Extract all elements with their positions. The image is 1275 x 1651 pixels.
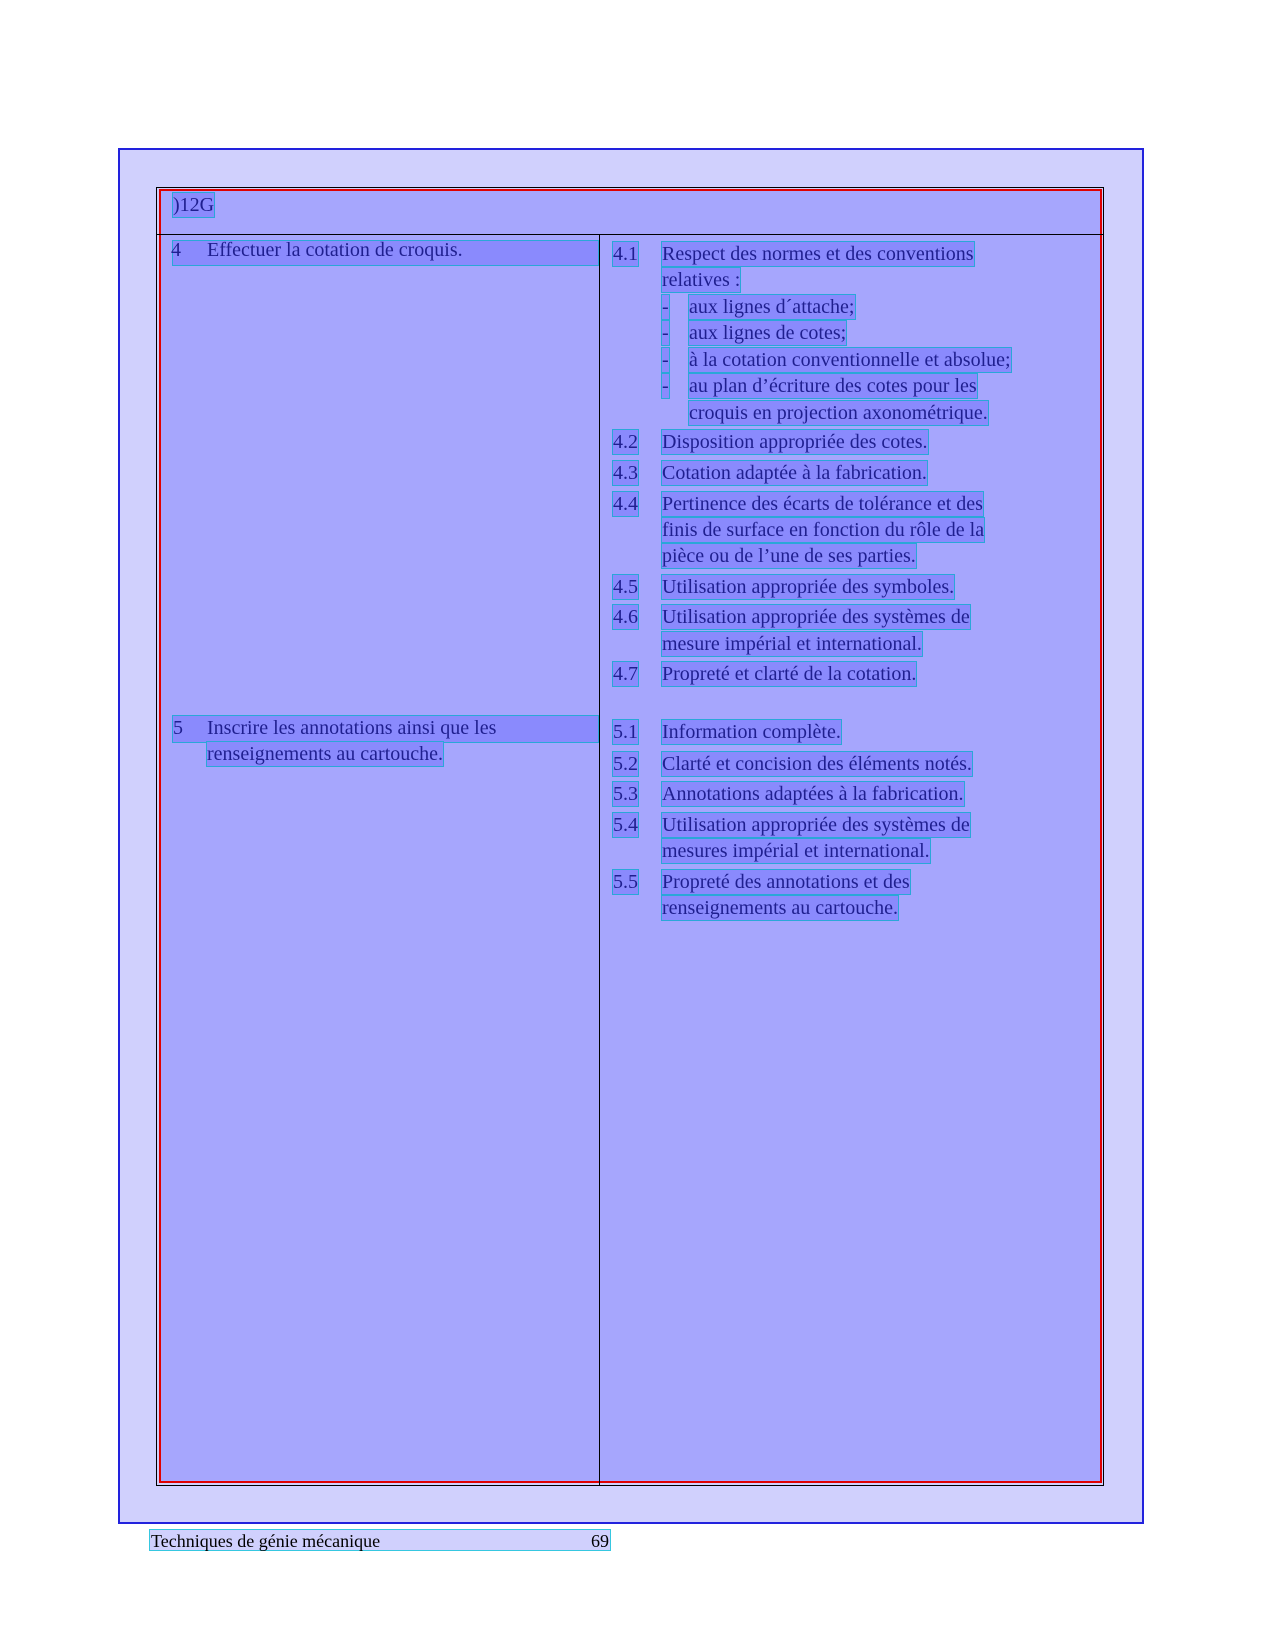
criterion-5-3-number: 5.3: [613, 783, 638, 805]
criterion-4-4-number: 4.4: [613, 493, 638, 515]
element-5-text-line-1: Inscrire les annotations ainsi que les: [207, 717, 497, 739]
criterion-5-1-number: 5.1: [613, 721, 638, 743]
criterion-4-7-number: 4.7: [613, 663, 638, 685]
footer-title: Techniques de génie mécanique: [151, 1531, 381, 1551]
criterion-5-2-number: 5.2: [613, 753, 638, 775]
bullet-2-text: aux lignes de cotes;: [689, 322, 847, 344]
criterion-4-6-line-2: mesure impérial et international.: [662, 633, 922, 655]
bullet-2-dash: -: [662, 322, 669, 344]
bullet-4-text-line-1: au plan d’écriture des cotes pour les: [689, 375, 977, 397]
criterion-5-4-line-2: mesures impérial et international.: [662, 840, 930, 862]
bullet-4-text-line-2: croquis en projection axonométrique.: [689, 402, 988, 424]
criterion-4-1-number: 4.1: [613, 243, 638, 265]
page-number: 69: [591, 1531, 609, 1551]
criterion-4-2-text: Disposition appropriée des cotes.: [662, 431, 928, 453]
criterion-4-6-number: 4.6: [613, 606, 638, 628]
criterion-5-2-text: Clarté et concision des éléments notés.: [662, 753, 972, 775]
criterion-4-5-number: 4.5: [613, 576, 638, 598]
bullet-1-text: aux lignes d´attache;: [689, 296, 855, 318]
element-5-number: 5: [173, 717, 183, 739]
criterion-4-3-number: 4.3: [613, 462, 638, 484]
criterion-5-5-number: 5.5: [613, 871, 638, 893]
criterion-4-5-text: Utilisation appropriée des symboles.: [662, 576, 955, 598]
criterion-4-7-text: Propreté et clarté de la cotation.: [662, 663, 917, 685]
competency-code: )12G: [173, 194, 215, 216]
criterion-5-5-line-1: Propreté des annotations et des: [662, 871, 910, 893]
table-column-divider: [599, 234, 600, 1486]
bullet-3-dash: -: [662, 349, 669, 371]
criterion-5-4-number: 5.4: [613, 814, 638, 836]
element-5-text-line-2: renseignements au cartouche.: [207, 743, 444, 765]
bullet-3-text: à la cotation conventionnelle et absolue;: [689, 349, 1011, 371]
criterion-4-1-line-2: relatives :: [662, 269, 741, 291]
criterion-4-4-line-2: finis de surface en fonction du rôle de la: [662, 519, 985, 541]
criterion-4-4-line-3: pièce ou de l’une de ses parties.: [662, 545, 916, 567]
criterion-4-1-line-1: Respect des normes et des conventions: [662, 243, 974, 265]
bullet-4-dash: -: [662, 375, 669, 397]
criterion-4-6-line-1: Utilisation appropriée des systèmes de: [662, 606, 970, 628]
criterion-4-3-text: Cotation adaptée à la fabrication.: [662, 462, 927, 484]
criterion-5-1-text: Information complète.: [662, 721, 841, 743]
criterion-4-2-number: 4.2: [613, 431, 638, 453]
element-4-number: 4: [171, 239, 181, 261]
criterion-5-3-text: Annotations adaptées à la fabrication.: [662, 783, 964, 805]
criterion-5-5-line-2: renseignements au cartouche.: [662, 897, 899, 919]
element-4-text: Effectuer la cotation de croquis.: [207, 239, 463, 261]
criterion-4-4-line-1: Pertinence des écarts de tolérance et des: [662, 493, 983, 515]
table-header-divider: [156, 234, 1104, 235]
bullet-1-dash: -: [662, 296, 669, 318]
criterion-5-4-line-1: Utilisation appropriée des systèmes de: [662, 814, 970, 836]
